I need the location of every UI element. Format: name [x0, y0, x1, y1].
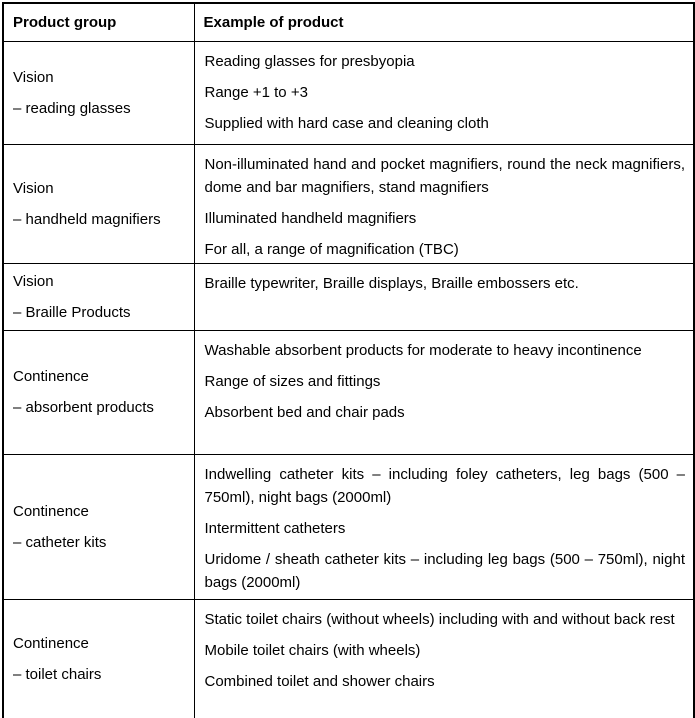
group-cell-continence-toilet-chairs — [3, 599, 194, 718]
example-item: Combined toilet and shower chairs — [204, 672, 435, 690]
example-item: Illuminated handheld magnifiers — [204, 209, 417, 227]
example-item: Reading glasses for presbyopia — [204, 52, 415, 70]
table-header-row — [3, 3, 694, 41]
group-subtype: – Braille Products — [13, 303, 131, 321]
group-subtype: – catheter kits — [13, 533, 107, 551]
group-subtype: – toilet chairs — [13, 666, 102, 684]
examples-cell — [194, 144, 694, 263]
example-item: Indwelling catheter kits – including foley catheters, leg bags (500 – 750ml), night bags (2000ml) — [204, 465, 685, 506]
group-name: Vision — [13, 272, 54, 290]
header-product-group: Product group — [3, 3, 194, 41]
example-item: Non-illuminated hand and pocket magnifiers, round the neck magnifiers, dome and bar magnifiers, stand magnifiers — [204, 155, 685, 196]
example-item: Braille typewriter, Braille displays, Braille embossers etc. — [204, 274, 579, 292]
examples-cell — [194, 263, 694, 330]
group-cell-vision-reading-glasses — [3, 41, 194, 144]
example-item: Washable absorbent products for moderate to heavy incontinence — [204, 341, 642, 359]
group-name: Vision — [13, 68, 54, 86]
group-name: Continence — [13, 368, 89, 385]
group-subtype: – reading glasses — [13, 99, 131, 117]
group-subtype: – handheld magnifiers — [13, 210, 161, 228]
example-item: Range of sizes and fittings — [204, 372, 381, 390]
table-row — [3, 144, 694, 263]
example-item: Uridome / sheath catheter kits – including leg bags (500 – 750ml), night bags (2000ml) — [204, 550, 685, 591]
example-item: For all, a range of magnification (TBC) — [204, 240, 459, 258]
example-item: Range +1 to +3 — [204, 83, 308, 101]
examples-cell — [194, 41, 694, 144]
table-row — [3, 263, 694, 330]
group-cell-continence-absorbent-products — [3, 330, 194, 454]
group-name: Continence — [13, 502, 89, 520]
product-group-table — [2, 2, 695, 718]
header-example-of-product: Example of product — [194, 3, 694, 41]
example-item: Supplied with hard case and cleaning cloth — [204, 114, 489, 132]
table-row — [3, 599, 694, 718]
examples-cell — [194, 454, 694, 599]
table-row — [3, 330, 694, 454]
group-cell-continence-catheter-kits — [3, 454, 194, 599]
example-item: Mobile toilet chairs (with wheels) — [204, 641, 421, 659]
example-item: Static toilet chairs (without wheels) including with and without back rest — [204, 610, 675, 628]
examples-cell — [194, 599, 694, 718]
group-cell-vision-braille-products — [3, 263, 194, 330]
example-item: Intermittent catheters — [204, 519, 346, 537]
group-cell-vision-handheld-magnifiers — [3, 144, 194, 263]
group-subtype: – absorbent products — [13, 399, 154, 416]
group-name: Continence — [13, 635, 89, 653]
table-row — [3, 454, 694, 599]
group-name: Vision — [13, 179, 54, 197]
table-row — [3, 41, 694, 144]
example-item: Absorbent bed and chair pads — [204, 403, 405, 421]
examples-cell — [194, 330, 694, 454]
